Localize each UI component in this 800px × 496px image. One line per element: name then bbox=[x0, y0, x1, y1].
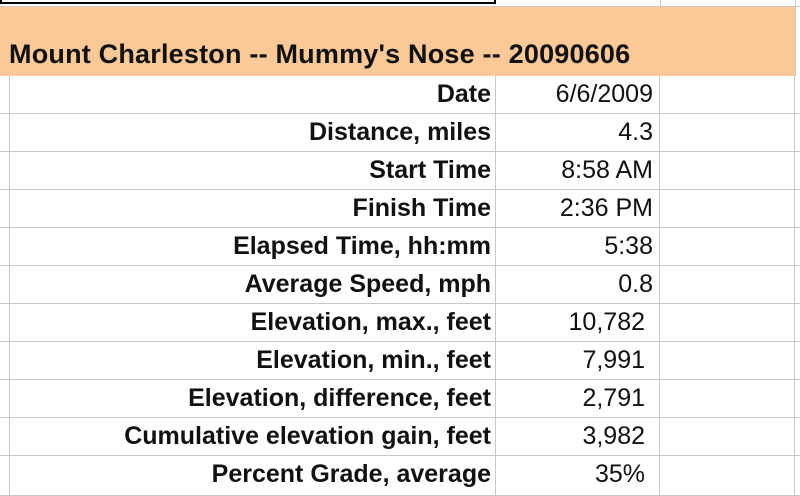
table-row bbox=[0, 114, 800, 152]
empty-cell[interactable] bbox=[795, 304, 800, 341]
empty-cell[interactable] bbox=[0, 342, 10, 379]
empty-cell[interactable] bbox=[660, 418, 795, 455]
empty-cell[interactable] bbox=[660, 152, 795, 189]
row-label-cell[interactable]: Distance, miles bbox=[10, 114, 496, 151]
empty-cell[interactable] bbox=[795, 266, 800, 303]
empty-cell[interactable] bbox=[795, 7, 800, 76]
row-label-cell[interactable]: Finish Time bbox=[10, 190, 496, 227]
empty-cell[interactable] bbox=[0, 152, 10, 189]
row-label-cell[interactable]: Average Speed, mph bbox=[10, 266, 496, 303]
empty-cell[interactable] bbox=[0, 76, 10, 113]
empty-cell[interactable] bbox=[0, 304, 10, 341]
empty-cell[interactable] bbox=[660, 304, 795, 341]
row-value-cell[interactable]: 8:58 AM bbox=[496, 152, 660, 189]
empty-cell[interactable] bbox=[660, 228, 795, 265]
empty-cell[interactable] bbox=[660, 190, 795, 227]
empty-cell[interactable] bbox=[0, 418, 10, 455]
row-label-cell[interactable]: Cumulative elevation gain, feet bbox=[10, 418, 496, 455]
row-label-cell[interactable]: Percent Grade, average bbox=[10, 456, 496, 495]
empty-cell[interactable] bbox=[795, 228, 800, 265]
row-value-cell[interactable]: 10,782 bbox=[496, 304, 660, 341]
row-label-cell[interactable]: Elevation, min., feet bbox=[10, 342, 496, 379]
table-row bbox=[0, 266, 800, 304]
row-value-cell[interactable]: 2,791 bbox=[496, 380, 660, 417]
empty-cell[interactable] bbox=[0, 114, 10, 151]
data-grid bbox=[0, 76, 800, 496]
row-value-cell[interactable]: 5:38 bbox=[496, 228, 660, 265]
table-row bbox=[0, 152, 800, 190]
empty-cell[interactable] bbox=[795, 152, 800, 189]
empty-cell[interactable] bbox=[795, 456, 800, 495]
empty-cell[interactable] bbox=[795, 76, 800, 113]
empty-cell[interactable] bbox=[0, 380, 10, 417]
table-row bbox=[0, 228, 800, 266]
empty-cell[interactable] bbox=[660, 342, 795, 379]
empty-cell[interactable] bbox=[660, 266, 795, 303]
row-value-cell[interactable]: 4.3 bbox=[496, 114, 660, 151]
selected-cell[interactable] bbox=[0, 0, 496, 4]
table-row bbox=[0, 380, 800, 418]
table-row bbox=[0, 76, 800, 114]
gridline bbox=[660, 0, 661, 6]
row-label-cell[interactable]: Date bbox=[10, 76, 496, 113]
table-row bbox=[0, 304, 800, 342]
row-value-cell[interactable]: 7,991 bbox=[496, 342, 660, 379]
row-label-cell[interactable]: Start Time bbox=[10, 152, 496, 189]
empty-cell[interactable] bbox=[795, 190, 800, 227]
table-row bbox=[0, 456, 800, 496]
empty-cell[interactable] bbox=[660, 380, 795, 417]
row-value-cell[interactable]: 3,982 bbox=[496, 418, 660, 455]
sheet-title: Mount Charleston -- Mummy's Nose -- 20090606 bbox=[9, 39, 631, 69]
empty-cell[interactable] bbox=[660, 76, 795, 113]
empty-cell[interactable] bbox=[795, 342, 800, 379]
empty-cell[interactable] bbox=[795, 380, 800, 417]
empty-cell[interactable] bbox=[660, 456, 795, 495]
empty-cell[interactable] bbox=[660, 114, 795, 151]
empty-cell[interactable] bbox=[0, 228, 10, 265]
row-value-cell[interactable]: 2:36 PM bbox=[496, 190, 660, 227]
empty-cell[interactable] bbox=[795, 418, 800, 455]
gridline bbox=[795, 0, 796, 6]
row-label-cell[interactable]: Elapsed Time, hh:mm bbox=[10, 228, 496, 265]
row-label-cell[interactable]: Elevation, max., feet bbox=[10, 304, 496, 341]
empty-cell[interactable] bbox=[0, 190, 10, 227]
table-row bbox=[0, 190, 800, 228]
row-label-cell[interactable]: Elevation, difference, feet bbox=[10, 380, 496, 417]
previous-row bbox=[0, 0, 800, 7]
empty-cell[interactable] bbox=[0, 266, 10, 303]
title-cell[interactable] bbox=[0, 7, 795, 76]
table-row bbox=[0, 418, 800, 456]
empty-cell[interactable] bbox=[0, 456, 10, 495]
row-value-cell[interactable]: 0.8 bbox=[496, 266, 660, 303]
row-value-cell[interactable]: 35% bbox=[496, 456, 660, 495]
table-row bbox=[0, 342, 800, 380]
title-row bbox=[0, 7, 800, 76]
row-value-cell[interactable]: 6/6/2009 bbox=[496, 76, 660, 113]
empty-cell[interactable] bbox=[795, 114, 800, 151]
